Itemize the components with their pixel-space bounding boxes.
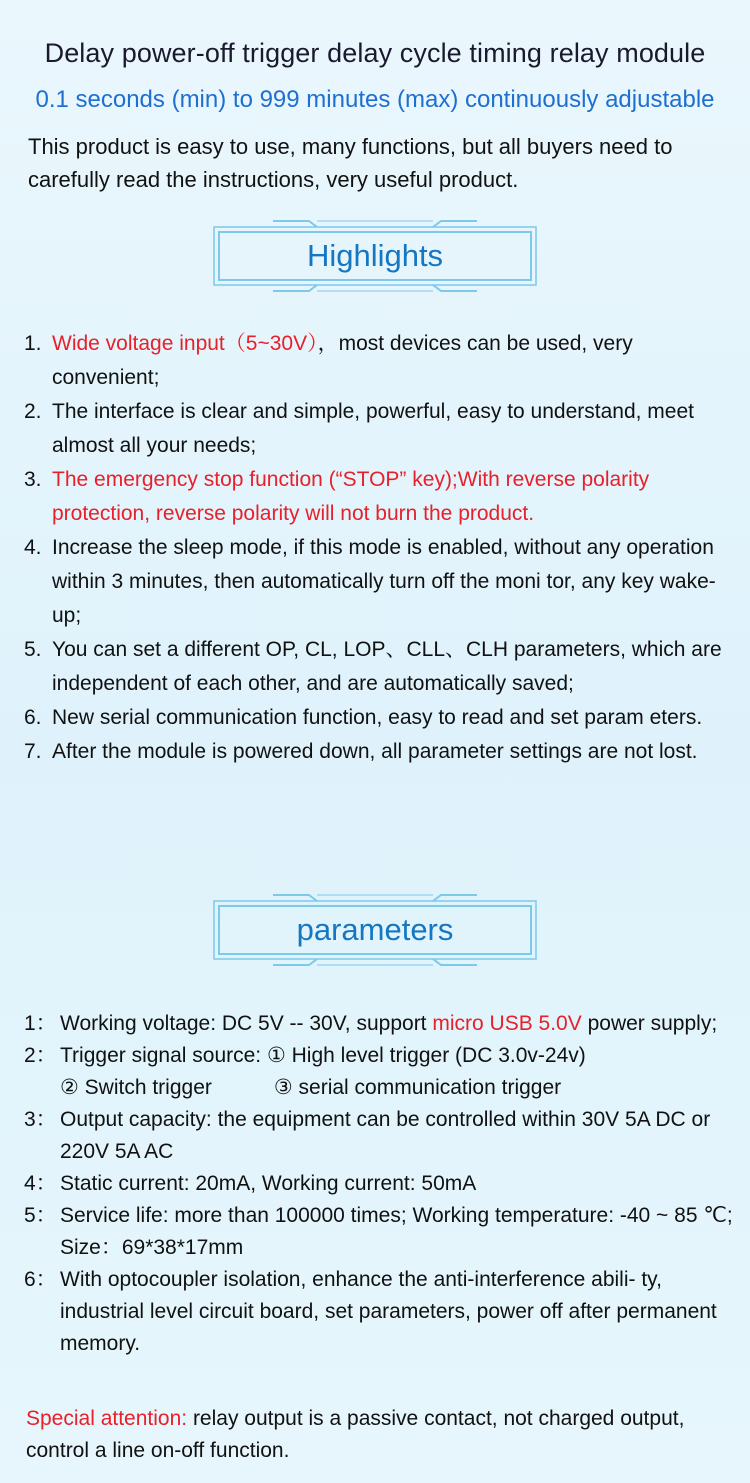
item-number: 3： — [24, 1108, 57, 1131]
item-text: Service life: more than 100000 times; Working temperature: -40 ~ 85 ℃; Size：69*38*17mm — [60, 1204, 733, 1259]
list-item — [24, 1104, 736, 1168]
item-number: 5： — [24, 1204, 57, 1227]
highlights-list — [24, 327, 739, 769]
list-item — [24, 1008, 736, 1040]
item-text: Increase the sleep mode, if this mode is enabled, without any operation within 3 minutes, then automatically turn off the moni tor, any key wake-up; — [52, 536, 716, 627]
item-red-text: micro USB 5.0V — [432, 1012, 582, 1035]
list-item — [24, 1168, 736, 1200]
item-red-text: The emergency stop function (“STOP” key);With reverse polarity protection, reverse polarity will not burn the product. — [52, 468, 650, 525]
item-text: New serial communication function, easy to read and set param eters. — [52, 706, 703, 729]
page-title: Delay power-off trigger delay cycle timing relay module — [44, 38, 706, 68]
item-text: ，most devices can be used, very convenient; — [52, 332, 633, 389]
item-text: Static current: 20mA, Working current: 50mA — [60, 1172, 477, 1195]
list-item — [24, 1200, 736, 1264]
parameters-heading: parameters — [296, 912, 454, 947]
list-item — [24, 701, 739, 735]
item-text: Working voltage: DC 5V -- 30V, support — [60, 1012, 433, 1035]
list-item — [24, 633, 739, 701]
page-subtitle: 0.1 seconds (min) to 999 minutes (max) continuously adjustable — [35, 86, 715, 113]
parameters-list — [24, 1008, 736, 1360]
item-number: 6： — [24, 1268, 57, 1291]
parameters-banner — [213, 892, 537, 968]
item-text: power supply; — [581, 1012, 718, 1035]
item-number: 4： — [24, 1172, 57, 1195]
item-number: 3. — [24, 468, 42, 491]
item-text: The interface is clear and simple, powerful, easy to understand, meet almost all your needs; — [52, 400, 694, 457]
list-item — [24, 735, 739, 769]
intro-paragraph: This product is easy to use, many functions, but all buyers need to carefully read the instructions, very useful product. — [28, 134, 673, 192]
item-number: 2. — [24, 400, 42, 423]
item-number: 5. — [24, 638, 42, 661]
item-text: Trigger signal source: ① High level trigger (DC 3.0v-24v) — [60, 1044, 586, 1067]
special-attention-note — [26, 1403, 726, 1467]
item-number: 1： — [24, 1012, 57, 1035]
list-item — [24, 531, 739, 633]
list-item — [24, 1264, 736, 1360]
item-text: Output capacity: the equipment can be controlled within 30V 5A DC or 220V 5A AC — [60, 1108, 711, 1163]
item-text: After the module is powered down, all parameter settings are not lost. — [52, 740, 698, 763]
list-item — [24, 327, 739, 395]
list-item — [24, 463, 739, 531]
item-text: You can set a different OP, CL, LOP、CLL、CLH parameters, which are independent of each other, and are automatically saved; — [52, 638, 722, 695]
list-item — [24, 395, 739, 463]
item-text: With optocoupler isolation, enhance the anti-interference abili- ty, industrial level circuit board, set parameters, power off after permanent memory. — [60, 1268, 717, 1355]
item-number: 7. — [24, 740, 42, 763]
note-label: Special attention: — [26, 1407, 188, 1430]
item-number: 2： — [24, 1044, 57, 1067]
list-item — [24, 1040, 736, 1104]
highlights-banner — [213, 218, 537, 294]
item-red-text: Wide voltage input（5~30V） — [52, 332, 318, 355]
highlights-heading: Highlights — [306, 238, 444, 273]
serial-trigger-option: ③ serial communication trigger — [273, 1076, 562, 1099]
note-text: relay output is a passive contact, not charged output, control a line on-off function. — [26, 1407, 685, 1462]
item-number: 6. — [24, 706, 42, 729]
switch-trigger-option: ② Switch trigger — [60, 1076, 212, 1099]
item-number: 4. — [24, 536, 42, 559]
item-number: 1. — [24, 332, 42, 355]
